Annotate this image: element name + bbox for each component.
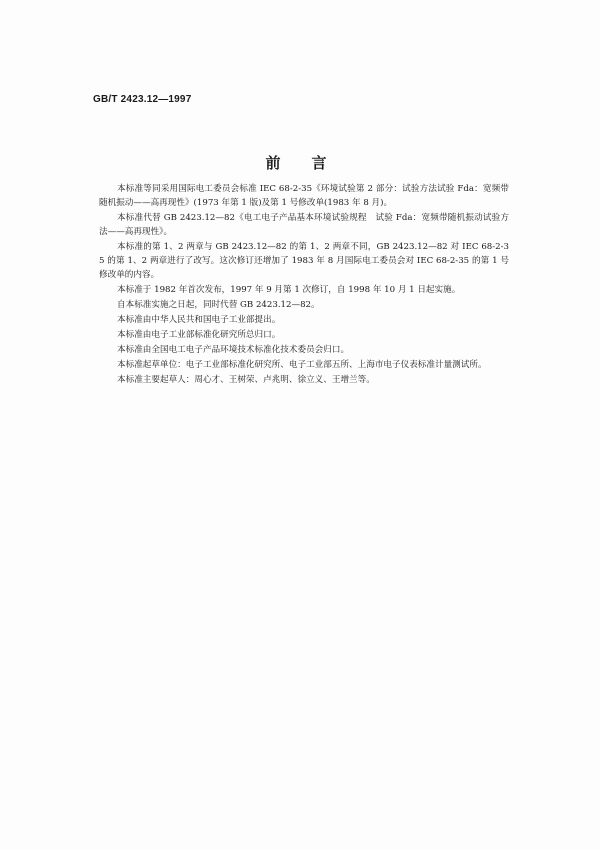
paragraph-differences: 本标准的第 1、2 两章与 GB 2423.12—82 的第 1、2 两章不同，GB 2423.12—82 对 IEC 68-2-35 的第 1、2 两章进行了改写。这次修订还增加了 1983 年 8 月国际电工委员会对 IEC 68-2-35 的第 1 号修改单的内容。: [99, 242, 509, 280]
foreword-body: [99, 182, 509, 388]
paragraph-supersedes: 自本标准实施之日起，同时代替 GB 2423.12—82。: [117, 300, 320, 310]
paragraph-replaces: 本标准代替 GB 2423.12—82《电工电子产品基本环境试验规程 试验 Fda：宽频带随机振动试验方法——高再现性》。: [99, 213, 509, 237]
paragraph-committee: 本标准由全国电工电子产品环境技术标准化技术委员会归口。: [117, 345, 350, 355]
paragraph-adoption: 本标准等同采用国际电工委员会标准 IEC 68-2-35《环境试验第 2 部分：试验方法试验 Fda：宽频带随机振动——高再现性》(1973 年第 1 版)及第 1 号修改单(1983 年 8 月)。: [99, 184, 509, 208]
paragraph-proposed-by: 本标准由中华人民共和国电子工业部提出。: [117, 315, 281, 325]
paragraph-drafters: 本标准主要起草人：周心才、王树荣、卢兆明、徐立义、王增兰等。: [117, 375, 375, 385]
paragraph-history: 本标准于 1982 年首次发布，1997 年 9 月第 1 次修订，自 1998 年 10 月 1 日起实施。: [117, 285, 461, 295]
paragraph-drafting-units: 本标准起草单位：电子工业部标准化研究所、电子工业部五所、上海市电子仪表标准计量测试所。: [117, 360, 487, 370]
paragraph-centralized-by: 本标准由电子工业部标准化研究所总归口。: [117, 330, 281, 340]
standard-code: GB/T 2423.12—1997: [93, 94, 192, 105]
page-title: 前 言: [265, 154, 335, 172]
